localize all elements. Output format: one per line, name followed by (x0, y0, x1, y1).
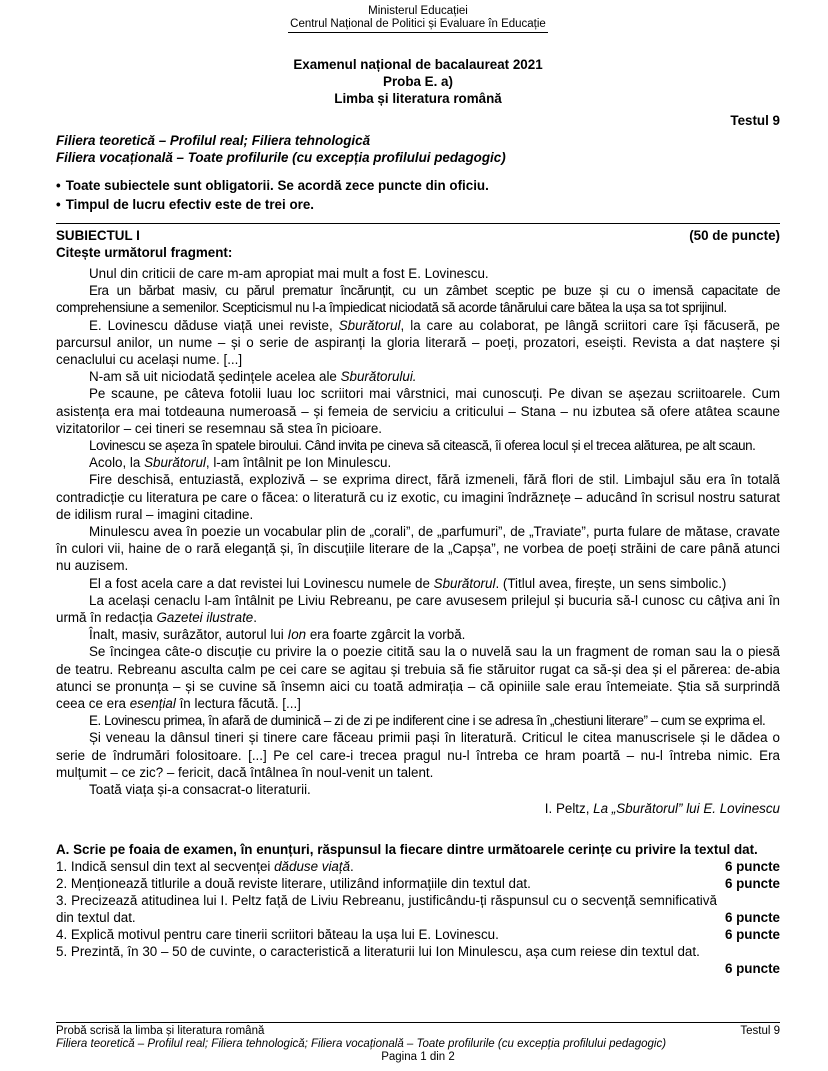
fragment-paragraph: N-am să uit niciodată ședințele acelea ale Sburătorului. (89, 369, 417, 385)
fragment-paragraph: El a fost acela care a dat revistei lui Lovinescu numele de Sburătorul. (Titlul avea, firește, un sens simbolic.) (89, 575, 727, 591)
exam-proba: Proba E. a) (383, 74, 453, 89)
fragment-paragraph: La același cenaclu l-am întâlnit pe Liviu Rebreanu, pe care avusesem prilejul și bucuria să-l cunosc cu câțiva ani în urmă în redacția Gazetei ilustrate. (56, 592, 780, 626)
test-number: Testul 9 (730, 113, 780, 128)
fragment-paragraph: Era un bărbat masiv, cu părul prematur încărunțit, cu un zâmbet sceptic pe buze și cu o imensă capacitate de comprehensiune a semenilor. Scepticismul nu l-a împiedicat niciodată să acorde tânărului care bătea la ușa sa tot sprijinul. (56, 283, 780, 316)
fragment-instruction: Citește următorul fragment: (56, 245, 233, 260)
footer-test: Testul 9 (740, 1025, 780, 1037)
fragment-paragraph: Toată viața și-a consacrat-o literaturii. (89, 782, 311, 798)
exam-subject: Limba și literatura română (334, 91, 502, 106)
fragment-paragraph: Minulescu avea în poezie un vocabular plin de „corali”, de „parfumuri”, de „Traviate”, purta fulare de mătase, cravate în culori vii, haine de o rară eleganță și, în discuțiile literare de la „Capșa”, ne vorbea de poeți străini de care până atunci nu auzisem. (56, 524, 780, 574)
filiera-line-2: Filiera vocațională – Toate profilurile (cu excepția profilului pedagogic) (56, 150, 506, 165)
question-points: 6 puncte (724, 961, 780, 977)
literary-fragment (56, 265, 780, 798)
source-citation: I. Peltz, La „Sburătorul” lui E. Lovinescu (544, 801, 780, 817)
exam-title: Examenul național de bacalaureat 2021 (293, 57, 543, 72)
question-4: 4. Explică motivul pentru care tinerii scriitori băteau la ușa lui E. Lovinescu. 6 puncte (56, 927, 780, 943)
question-points: 6 puncte (724, 927, 780, 943)
fragment-paragraph: E. Lovinescu dăduse viață unei reviste, Sburătorul, la care au colaborat, pe lângă scriitori care își făcuseră, pe parcursul anilor, un nume – și o serie de aspiranți la gloria literară – poeți, prozatori, eseiști. Revista a dat naștere și cenaclului cu același nume. [...] (56, 317, 781, 368)
exam-title-block (56, 56, 780, 107)
question-3: 3. Precizează atitudinea lui I. Peltz față de Liviu Rebreanu, justificându-ți răspunsul cu o secvență semnificativă din textul dat. 6 puncte (56, 893, 780, 926)
fragment-paragraph: Se încingea câte-o discuție cu privire la o poezie citită sau la o nuvelă sau la un fragment de roman sau la o piesă de teatru. Rebreanu asculta calm pe cei care se agitau și trebuia să fie stăruitor rugat ca să-și dea și el părerea: de-abia atunci se pronunța – și se cuvine să însemn aici cu toată admirația – că opiniile sale erau întemeiate. Știa să surprindă ceea ce era esențial în lectura făcută. [...] (56, 644, 780, 712)
rules-list (56, 176, 780, 214)
exam-page (56, 0, 780, 977)
footer-subject: Probă scrisă la limba și literatura română (56, 1025, 265, 1037)
page-number: Pagina 1 din 2 (381, 1051, 455, 1063)
section-header (56, 223, 780, 244)
question-points: 6 puncte (724, 910, 780, 926)
question-2: 2. Menționează titlurile a două reviste literare, utilizând informațiile din textul dat. 6 puncte (56, 876, 780, 892)
section-points: (50 de puncte) (689, 228, 780, 243)
ministry-name: Ministerul Educației (368, 5, 468, 17)
rule-item: • Timpul de lucru efectiv este de trei ore. (56, 195, 780, 214)
question-5: 5. Prezintă, în 30 – 50 de cuvinte, o caracteristică a literaturii lui Ion Minulescu, așa cum reiese din textul dat. 6 puncte (56, 944, 780, 977)
center-name: Centrul Național de Politici și Evaluare în Educație (288, 18, 548, 33)
page-header (56, 0, 780, 33)
fragment-paragraph: Înalt, masiv, surâzător, autorul lui Ion era foarte zgârcit la vorbă. (89, 627, 466, 643)
question-points: 6 puncte (724, 876, 780, 892)
footer-filiera: Filiera teoretică – Profilul real; Filiera tehnologică; Filiera vocațională – Toate profilurile (cu excepția profilului pedagogic) (56, 1038, 667, 1050)
question-1: 1. Indică sensul din text al secvenței dăduse viață. 6 puncte (56, 859, 780, 875)
filiera-block (56, 132, 780, 166)
fragment-paragraph: E. Lovinescu primea, în afară de duminică – zi de zi pe indiferent cine i se adresa în „chestiuni literare” – cum se exprima el. (89, 713, 766, 729)
fragment-paragraph: Fire deschisă, entuziastă, explozivă – se exprima direct, fără izmeneli, fără flori de stil. Limbajul său era în totală contradicție cu literatura pe care o făcea: o literatură cu iz exotic, cu imagini îndrăznețe – aducând în scrisul nostru saturat de idilism rural – imagini citadine. (56, 472, 780, 522)
page-footer (56, 1022, 780, 1064)
part-a-heading: A. Scrie pe foaia de examen, în enunțuri, răspunsul la fiecare dintre următoarele cerințe cu privire la textul dat. (56, 842, 758, 858)
filiera-line-1: Filiera teoretică – Profilul real; Filiera tehnologică (56, 133, 371, 148)
section-name: SUBIECTUL I (56, 228, 140, 243)
fragment-paragraph: Acolo, la Sburătorul, l-am întâlnit pe Ion Minulescu. (89, 455, 392, 471)
fragment-paragraph: Și veneau la dânsul tineri și tinere care făceau primii pași în literatură. Criticul le citea manuscrisele și le dădea o serie de îndrumări folositoare. [...] Pe cel care-i trecea pragul nu-l întreba ce hram poartă – nu-l întreba nimic. Era mulțumit – ce zic? – fericit, dacă întâlnea în noul-venit un talent. (56, 730, 780, 780)
fragment-paragraph: Unul din criticii de care m-am apropiat mai mult a fost E. Lovinescu. (89, 266, 489, 281)
question-points: 6 puncte (724, 859, 780, 875)
fragment-paragraph: Pe scaune, pe câteva fotolii luau loc scriitori mai vârstnici, mai cunoscuți. Pe divan se așezau scriitoarele. Cum asistența era mai totdeauna numeroasă – și femeia de serviciu a criticului – Stana – nu izbutea să ofere atâtea scaune vizitatorilor – cei tineri se resemnau să stea în picioare. (56, 386, 780, 436)
fragment-paragraph: Lovinescu se așeza în spatele biroului. Când invita pe cineva să citească, îi oferea locul și el trecea alăturea, pe alt scaun. (89, 438, 756, 454)
rule-item: • Toate subiectele sunt obligatorii. Se acordă zece puncte din oficiu. (56, 176, 780, 195)
